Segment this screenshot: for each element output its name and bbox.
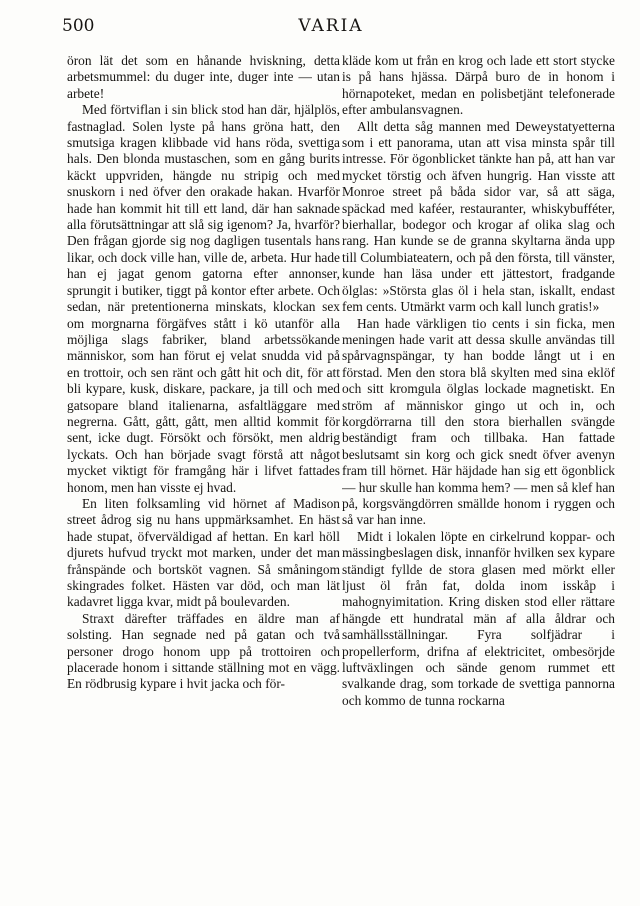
paragraph: kläde kom ut från en krog och lade ett stort stycke is på hans hjässa. Därpå buro de in honom i hörnapoteket, medan en polisbetjänt telefonerade efter ambulansvagnen. [342,53,615,118]
paragraph: Allt detta såg mannen med Deweystatyetterna som i ett panorama, utan att visa minsta spår till intresse. För ögonblicket tänkte han på, att han var mycket törstig och äfven hungrig. Han visste att Monroe street på båda sidor var, så att säga, späckad med kaféer, restauranter, whiskybufféter, bierhallar, bodegor och krogar af olika slag och rang. Han kunde se de granna skyltarna ända upp till Columbiateatern, och på den första, till vänster, kunde han läsa under ett jättestort, fradgande ölglas: »Största glas öl i hela stan, iskallt, endast fem cents. Utmärkt varm och kall lunch gratis!» [342,118,615,315]
left-column [67,53,340,693]
paragraph: öron lät det som en hånande hviskning, detta arbetsmummel: du duger inte, duger inte — utan arbete! [67,53,340,101]
paragraph: Med förtviflan i sin blick stod han där, hjälplös, fastnaglad. Solen lyste på hans gröna hatt, den smutsiga kragen klibbade vid hans röda, svettiga hals. Den blonda mustaschen, som en gång burits käckt uppvriden, hängde nu stripig och med snuskorn i ned öfver den orakade hakan. Hvarför hade han kommit hit till ett land, där han saknade alla förutsättningar att slå sig igenom? Ja, hvarför? Den frågan gjorde sig nog dagligen tusentals hans likar, och dock ville han, ville de, arbeta. Hur hade han ej jagat genom gatorna efter annonser, sprungit i butiker, tiggt på kontor efter arbete. Och sedan, när pretentionerna minskats, klockan sex om morgnarna förgäfves stått i kö utanför alla möjliga slags fabriker, bland arbetssökande människor, som han förut ej velat snudda vid på en trottoir, och sen ränt och gått hit och dit, för att bli kypare, kusk, diskare, packare, ja till och med gatsopare bland italienarna, asfaltläggare med negrerna. Gått, gått, gått, men alltid kommit för sent, icke dugt. Försökt och försökt, men aldrig lyckats. Och han började svagt förstå att något mycket viktigt för framgång här i lifvet fattades honom, men han visste ej hvad. [67,102,340,495]
page-number: 500 [62,16,95,36]
running-head: VARIA [298,16,364,36]
paragraph: En liten folksamling vid hörnet af Madison street ådrog sig nu hans uppmärksamhet. En häst hade stupat, öfverväldigad af hettan. En karl höll djurets hufvud tryckt mot marken, under det man frånspände och bortsköt vagnen. Så småningom skingrades folket. Hästen var död, och man lät kadavret ligga kvar, midt på boulevarden. [67,495,340,610]
page-header [62,16,600,38]
paragraph: Midt i lokalen löpte en cirkelrund koppar- och mässingbeslagen disk, innanför hvilken sex kypare ständigt fyllde de stora glasen med mörkt eller ljust öl från fat, dolda inom isskåp i mahognyimitation. Kring disken stod eller rättare hängde ett hundratal män af alla åldrar och samhällsställningar. Fyra solfjädrar i propellerform, drifna af elektricitet, ombesörjde luftväxlingen och sände genom rummet ett svalkande drag, som torkade de svettiga pannorna och kommo de tunna rockarna [342,528,615,708]
paragraph: Han hade värkligen tio cents i sin ficka, men meningen hade varit att dessa skulle användas till spårvagnspängar, ty han bodde långt ut i en förstad. Men den stora blå skylten med sina eklöf och sitt kromgula ölglas lockade magnetiskt. En ström af människor gingo ut och in, och korgdörrarna till den stora bierhallen svängde beständigt fram och tillbaka. Han fattade beslutsamt sin korg och gick snedt öfver avenyn fram till hörnet. Här häjdade han sig ett ögonblick — hur skulle han komma hem? — men så klef han på, korgsvängdörren smällde honom i ryggen och så var han inne. [342,315,615,528]
paragraph: Straxt därefter träffades en äldre man af solsting. Han segnade ned på gatan och två personer drogo honom upp på trottoiren och placerade honom i sittande ställning mot en vägg. En rödbrusig kypare i hvit jacka och för- [67,610,340,692]
right-column [342,53,615,709]
